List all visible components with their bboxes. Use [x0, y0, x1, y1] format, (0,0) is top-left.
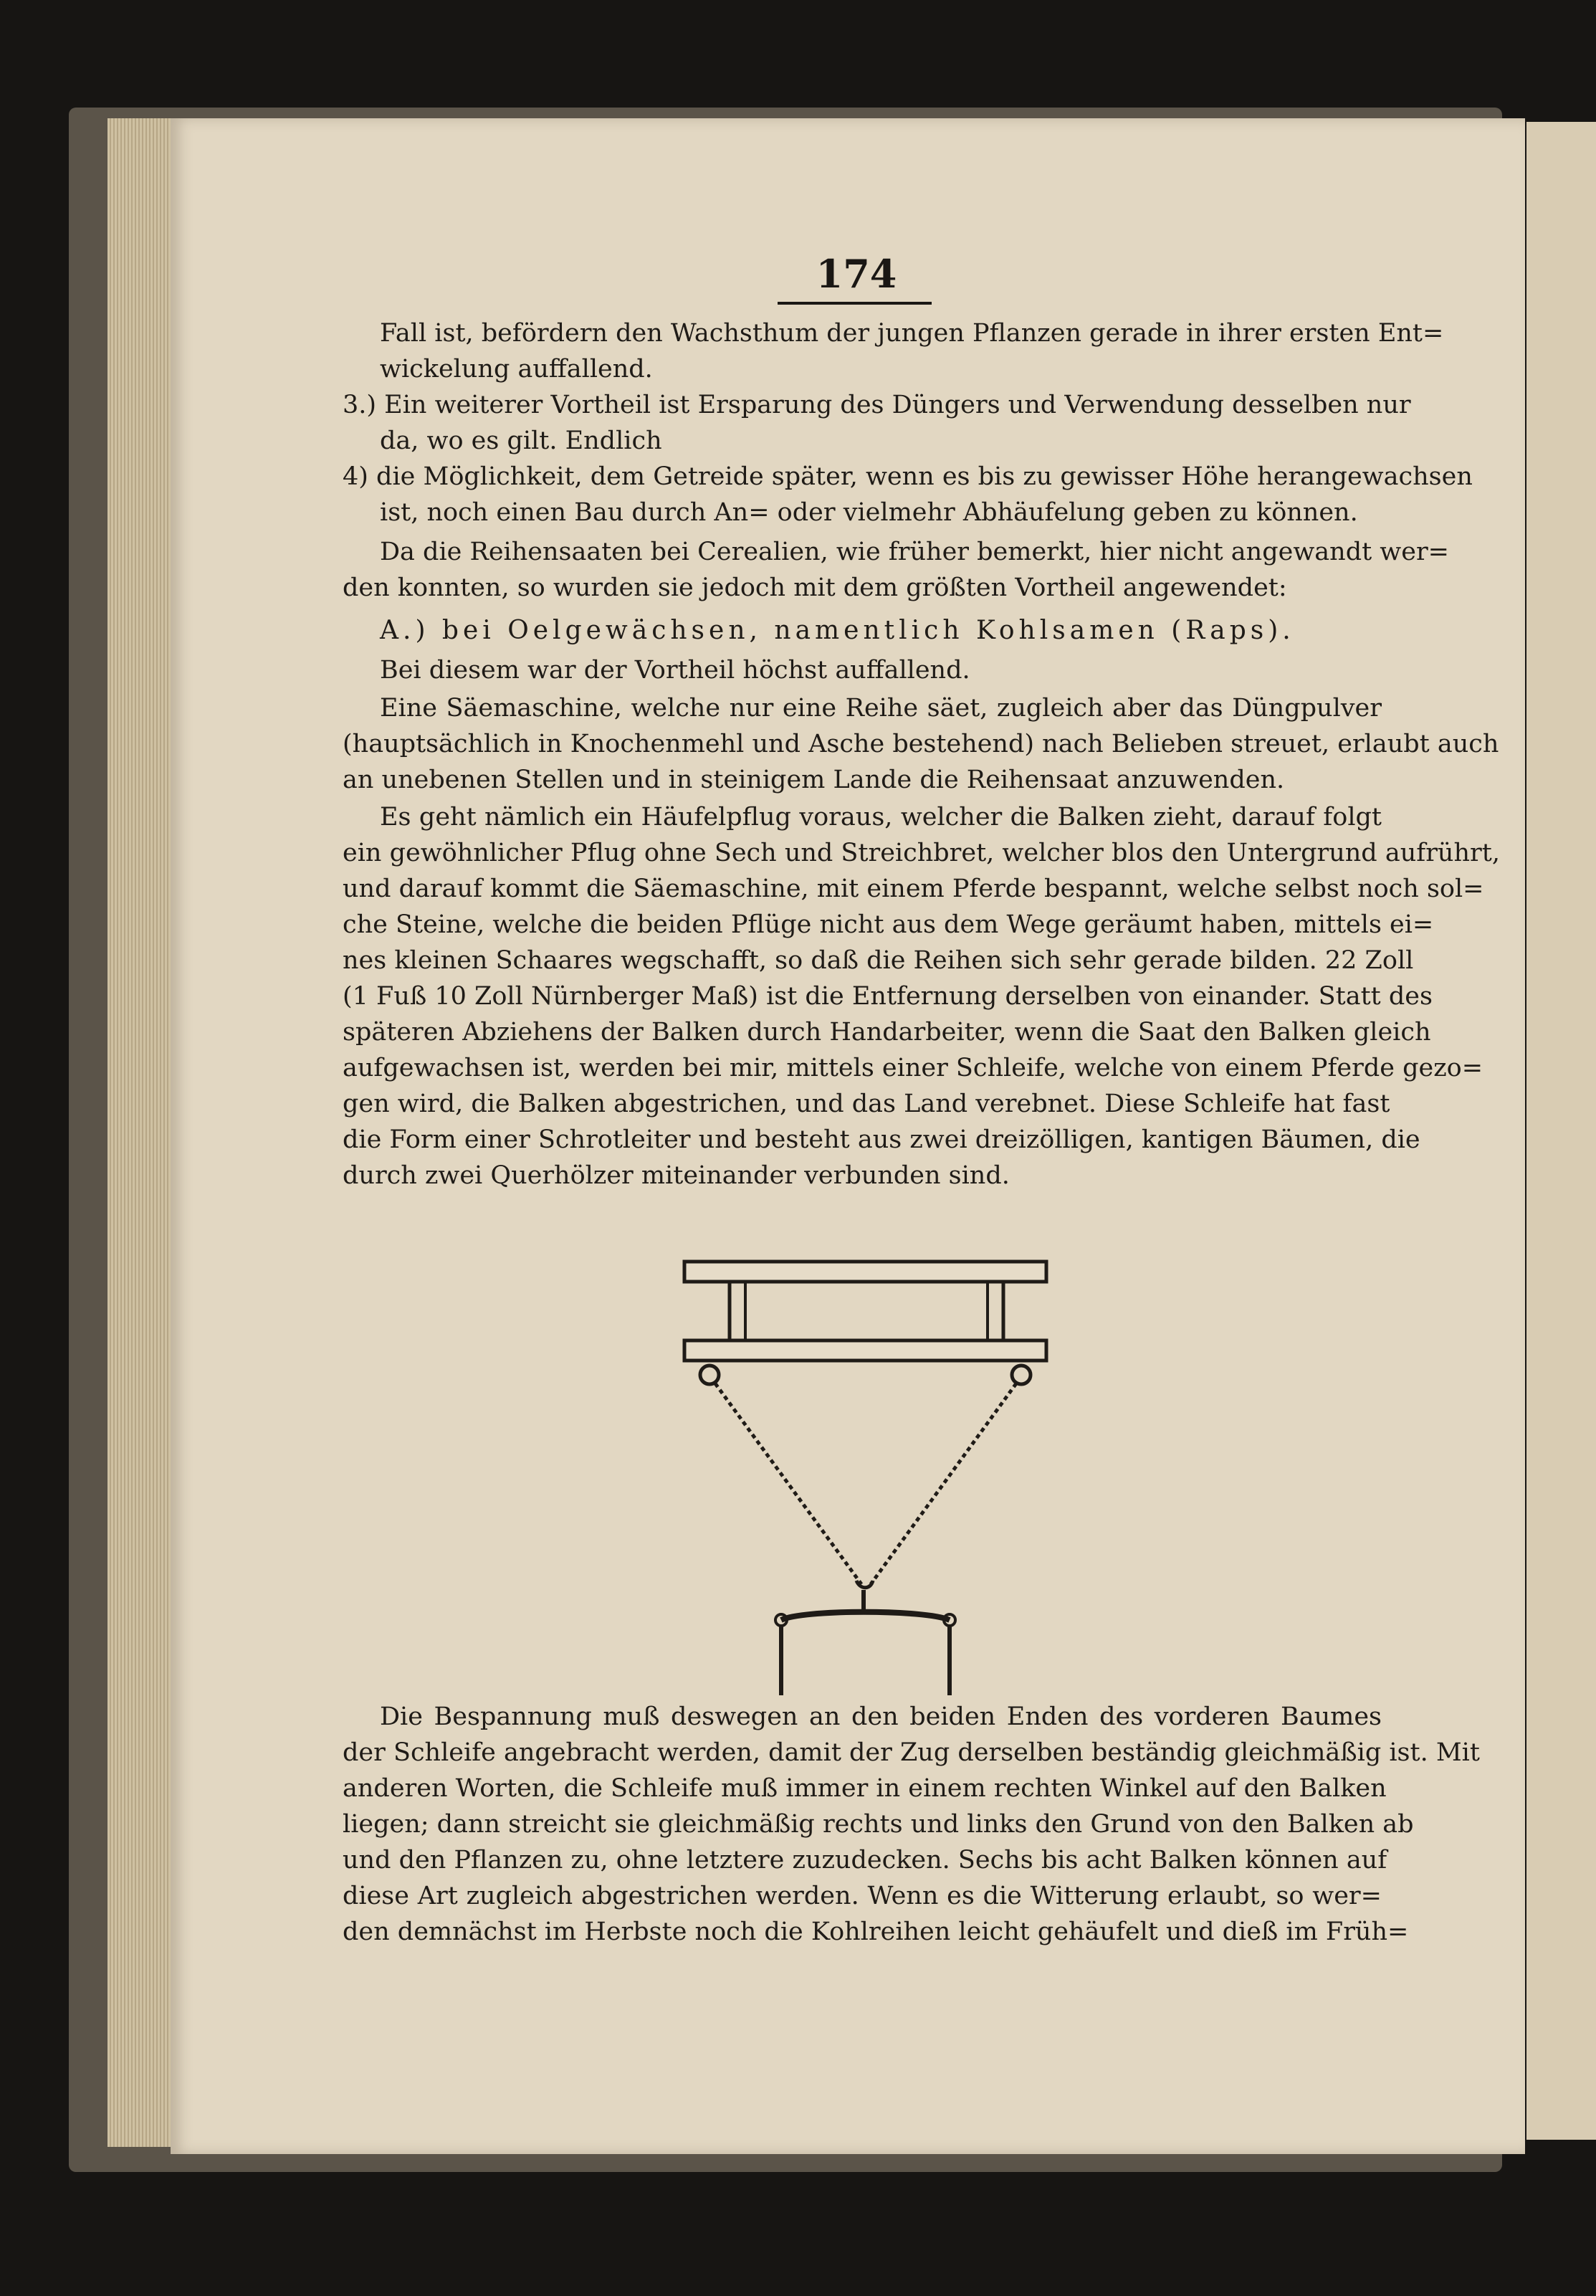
text-line: die Form einer Schrotleiter und besteht aus zwei dreizölligen, kantigen Bäumen, die: [343, 1125, 1420, 1154]
front-beam: [684, 1262, 1046, 1282]
text-line: che Steine, welche die beiden Pflüge nicht aus dem Wege geräumt haben, mittels ei=: [343, 910, 1434, 939]
text-line: wickelung auffallend.: [380, 355, 653, 384]
text-line: Es geht nämlich ein Häufelpflug voraus, welcher die Balken zieht, darauf folgt: [380, 803, 1382, 832]
text-line: an unebenen Stellen und in steinigem Lande die Reihensaat anzuwenden.: [343, 766, 1285, 794]
section-heading: A.) bei Oelgewächsen, namentlich Kohlsamen (Raps).: [380, 616, 1295, 645]
adjacent-page-edge: [1526, 122, 1596, 2140]
text-line: Da die Reihensaaten bei Cerealien, wie früher bemerkt, hier nicht angewandt wer=: [380, 538, 1450, 566]
rear-beam: [684, 1340, 1046, 1361]
text-line: späteren Abziehens der Balken durch Handarbeiter, wenn die Saat den Balken gleich: [343, 1018, 1431, 1047]
right-chain: [871, 1383, 1016, 1584]
left-chain: [715, 1383, 861, 1584]
text-line: durch zwei Querhölzer miteinander verbunden sind.: [343, 1161, 1010, 1190]
text-line: da, wo es gilt. Endlich: [380, 427, 662, 455]
sledge-drag-illustration: [674, 1247, 1061, 1706]
right-ring: [1012, 1366, 1031, 1384]
text-line: 4) die Möglichkeit, dem Getreide später, wenn es bis zu gewisser Höhe herangewachsen: [343, 462, 1473, 491]
text-line: nes kleinen Schaares wegschafft, so daß die Reihen sich sehr gerade bilden. 22 Zoll: [343, 946, 1414, 975]
text-line: ein gewöhnlicher Pflug ohne Sech und Streichbret, welcher blos den Untergrund aufrührt,: [343, 839, 1500, 867]
text-line: ist, noch einen Bau durch An= oder vielmehr Abhäufelung geben zu können.: [380, 498, 1358, 527]
text-line: den konnten, so wurden sie jedoch mit dem größten Vortheil angewendet:: [343, 573, 1287, 602]
text-line: Eine Säemaschine, welche nur eine Reihe säet, zugleich aber das Düngpulver: [380, 694, 1382, 723]
text-line: Fall ist, befördern den Wachsthum der jungen Pflanzen gerade in ihrer ersten Ent=: [380, 319, 1444, 348]
text-line: anderen Worten, die Schleife muß immer in einem rechten Winkel auf den Balken: [343, 1774, 1387, 1803]
header-rule: [778, 302, 932, 305]
text-line: liegen; dann streicht sie gleichmäßig rechts und links den Grund von den Balken ab: [343, 1810, 1414, 1839]
text-line: (1 Fuß 10 Zoll Nürnberger Maß) ist die Entfernung derselben von einander. Statt des: [343, 982, 1433, 1011]
text-line: gen wird, die Balken abgestrichen, und das Land verebnet. Diese Schleife hat fast: [343, 1090, 1390, 1118]
whippletree-bar: [781, 1612, 950, 1620]
text-line: Die Bespannung muß deswegen an den beiden Enden des vorderen Baumes: [380, 1702, 1382, 1731]
page-number: 174: [816, 251, 897, 297]
left-ring: [700, 1366, 719, 1384]
text-line: diese Art zugleich abgestrichen werden. Wenn es die Witterung erlaubt, so wer=: [343, 1882, 1382, 1910]
text-line: aufgewachsen ist, werden bei mir, mittels einer Schleife, welche von einem Pferde gezo=: [343, 1054, 1483, 1082]
text-line: (hauptsächlich in Knochenmehl und Asche bestehend) nach Belieben streuet, erlaubt auch: [343, 730, 1499, 758]
text-line: Bei diesem war der Vortheil höchst auffallend.: [380, 656, 970, 685]
text-line: und darauf kommt die Säemaschine, mit einem Pferde bespannt, welche selbst noch sol=: [343, 875, 1484, 903]
text-line: der Schleife angebracht werden, damit der Zug derselben beständig gleichmäßig ist. Mit: [343, 1738, 1480, 1767]
text-line: den demnächst im Herbste noch die Kohlreihen leicht gehäufelt und dieß im Früh=: [343, 1918, 1409, 1946]
text-line: und den Pflanzen zu, ohne letztere zuzudecken. Sechs bis acht Balken können auf: [343, 1846, 1387, 1875]
text-line: 3.) Ein weiterer Vortheil ist Ersparung des Düngers und Verwendung desselben nur: [343, 391, 1411, 419]
